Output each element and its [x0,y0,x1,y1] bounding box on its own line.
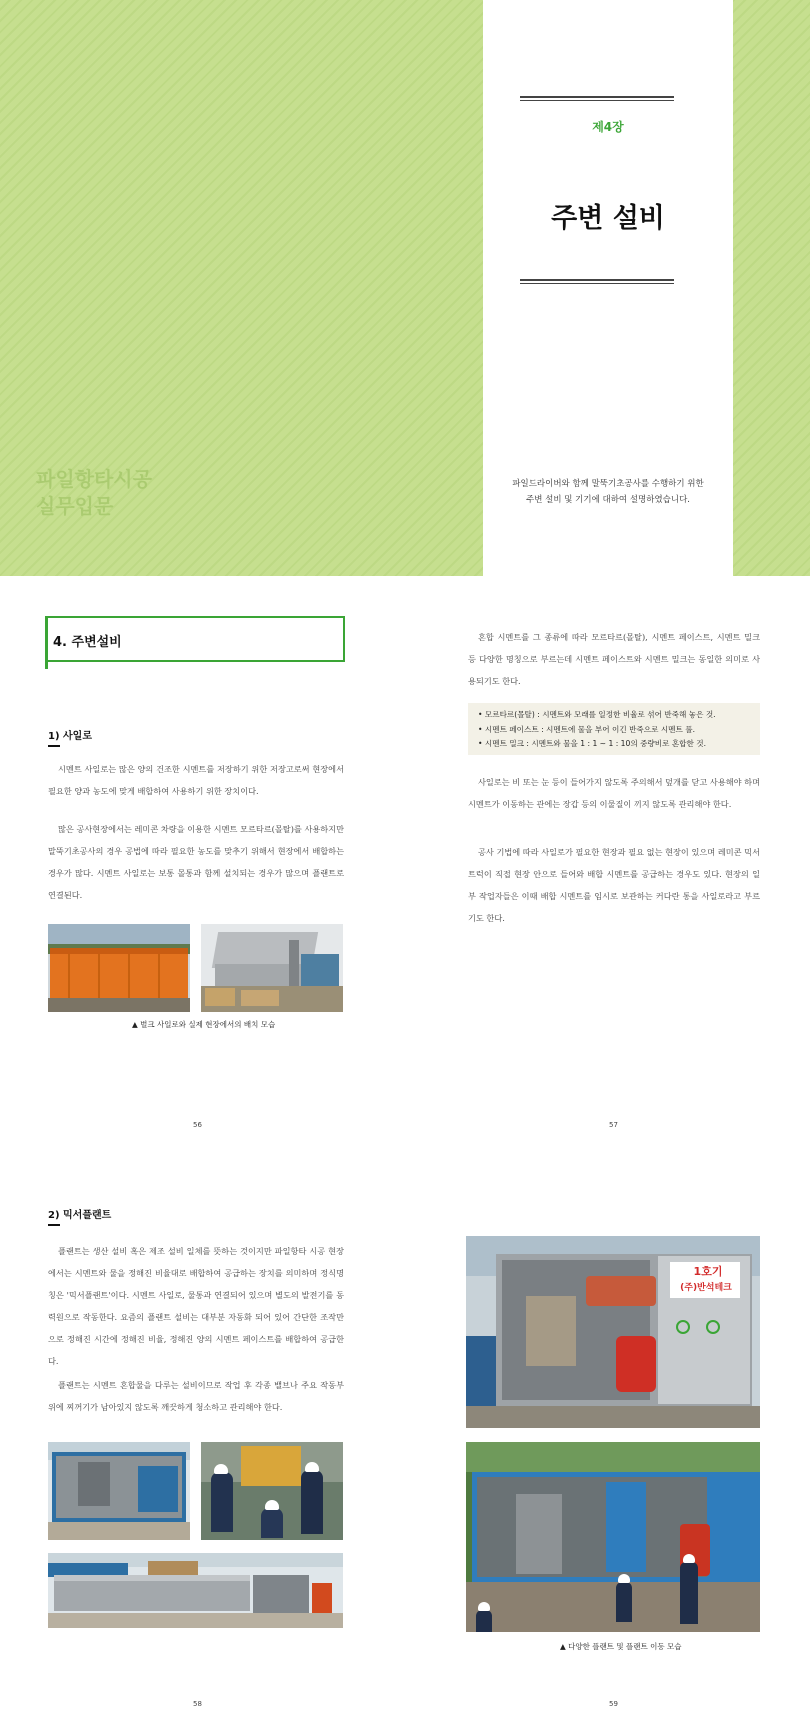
mixer-plant-paragraph-2: 플랜트는 시멘트 혼합물을 다루는 설비이므로 작업 후 각종 밸브나 주요 작동부위에 찌꺼기가 남아있지 않도록 깨끗하게 청소하고 관리해야 한다. [48,1380,344,1412]
sub-heading-mixer-plant: 2) 믹서플랜트 [48,1210,112,1221]
cement-types-paragraph: 혼합 시멘트를 그 종류에 따라 모르타르(몰탈), 시멘트 페이스트, 시멘트 밀크 등 다양한 명칭으로 부르는데 시멘트 페이스트와 시멘트 밀크는 동일한 의미로 사용되기도 한다. [468,632,760,686]
chapter-description-line1: 파일드라이버와 함께 말뚝기초공사를 수행하기 위한 [512,479,704,489]
silo-paragraph-1: 시멘트 사일로는 많은 양의 건조한 시멘트를 저장하기 위한 저장고로써 현장에서 필요한 양과 농도에 맞게 배합하여 사용하기 위한 장치이다. [48,764,344,796]
page-number-57: 57 [609,1121,618,1129]
site-method-paragraph: 공사 기법에 따라 사일로가 필요한 현장과 필요 없는 현장이 있으며 레미콘 믹서 트럭이 직접 현장 안으로 들어와 배합 시멘트를 공급하는 경우도 있다. 현장의 일부 작업자들은 이때 배합 시멘트를 임시로 보관하는 커다란 통을 사일로라고 부르기도 한다. [468,847,760,923]
chapter-title: 주변 설비 [551,203,665,234]
mixer-plant-paragraph-1: 플랜트는 생산 설비 혹은 제조 설비 일체를 뜻하는 것이지만 파일항타 시공 현장에서는 시멘트와 물을 정해진 비율대로 배합하여 공급하는 장치를 의미하며 정식명칭은 '믹서플랜트'이다. 시멘트 사일로, 물통과 연결되어 있으며 별도의 발전기를 동력원으로 작동한다. 요즘의 플랜트 설비는 대부분 자동화 되어 있어 간단한 조작만으로 정해진 시간에 정해진 비율, 정해진 양의 시멘트 페이스트를 배합하여 공급한다. [48,1246,344,1366]
book-title-line1: 파일항타시공 [36,467,152,491]
plant-sign-no: 1호기 [693,1265,723,1278]
silo-on-site-photo [201,924,343,1012]
plant-photo-caption: ▲ 다양한 플랜트 및 플랜트 이동 모습 [560,1642,682,1651]
sub-heading-silo: 1) 사일로 [48,731,92,742]
note-cement-paste: • 시멘트 페이스트 : 시멘트에 물을 부어 이긴 반죽으로 시멘트 풀. [478,723,750,738]
silo-care-paragraph: 사일로는 비 또는 눈 등이 들어가지 않도록 주의해서 덮개를 닫고 사용해야 하며 시멘트가 이동하는 관에는 장갑 등의 이물질이 끼지 않도록 관리해야 한다. [468,777,760,809]
blue-plant-photo [48,1442,190,1540]
silo-and-plant-row-photo [48,1553,343,1628]
chapter-description-line2: 주변 설비 및 기기에 대하여 설명하였습니다. [525,495,690,505]
sub-heading-bar-2 [48,1224,60,1226]
book-title [36,466,152,520]
plant-sign-company: (주)반석테크 [680,1283,732,1293]
chapter-label: 제4장 [592,120,624,134]
plant-moving-photo [466,1442,760,1632]
plant-no1-photo [466,1236,760,1428]
page-number-56: 56 [193,1121,202,1129]
page-number-59: 59 [609,1700,618,1708]
heading-box-tick [45,660,48,669]
page-number-58: 58 [193,1700,202,1708]
sub-heading-bar [48,745,60,747]
note-mortar: • 모르타르(몰탈) : 시멘트와 모래를 일정한 비율로 섞어 반죽해 놓은 것. [478,708,750,723]
cement-definition-box [468,703,760,755]
bulk-silo-photo [48,924,190,1012]
note-cement-milk: • 시멘트 밀크 : 시멘트와 물을 1 : 1 ~ 1 : 10의 중량비로 혼합한 것. [478,737,750,752]
chapter-opener-spread [0,0,810,576]
section-heading-box [45,616,345,662]
silo-photo-caption: ▲ 벌크 사일로와 실제 현장에서의 배치 모습 [132,1020,276,1029]
silo-paragraph-2: 많은 공사현장에서는 레미콘 차량을 이용한 시멘트 모르타르(몰탈)를 사용하지만 말뚝기초공사의 경우 공법에 따라 필요한 농도를 맞추기 위해서 현장에서 배합하는 경우가 많다. 시멘트 사일로는 보통 몰통과 함께 설치되는 경우가 많으며 플랜트로 연결된다. [48,824,344,900]
chapter-description [493,476,723,508]
section-heading: 4. 주변설비 [53,635,122,650]
bottom-double-rule [520,279,674,284]
top-double-rule [520,96,674,101]
workers-at-plant-photo [201,1442,343,1540]
chapter-title-card [483,0,733,576]
book-title-line2: 실무입문 [36,494,114,518]
